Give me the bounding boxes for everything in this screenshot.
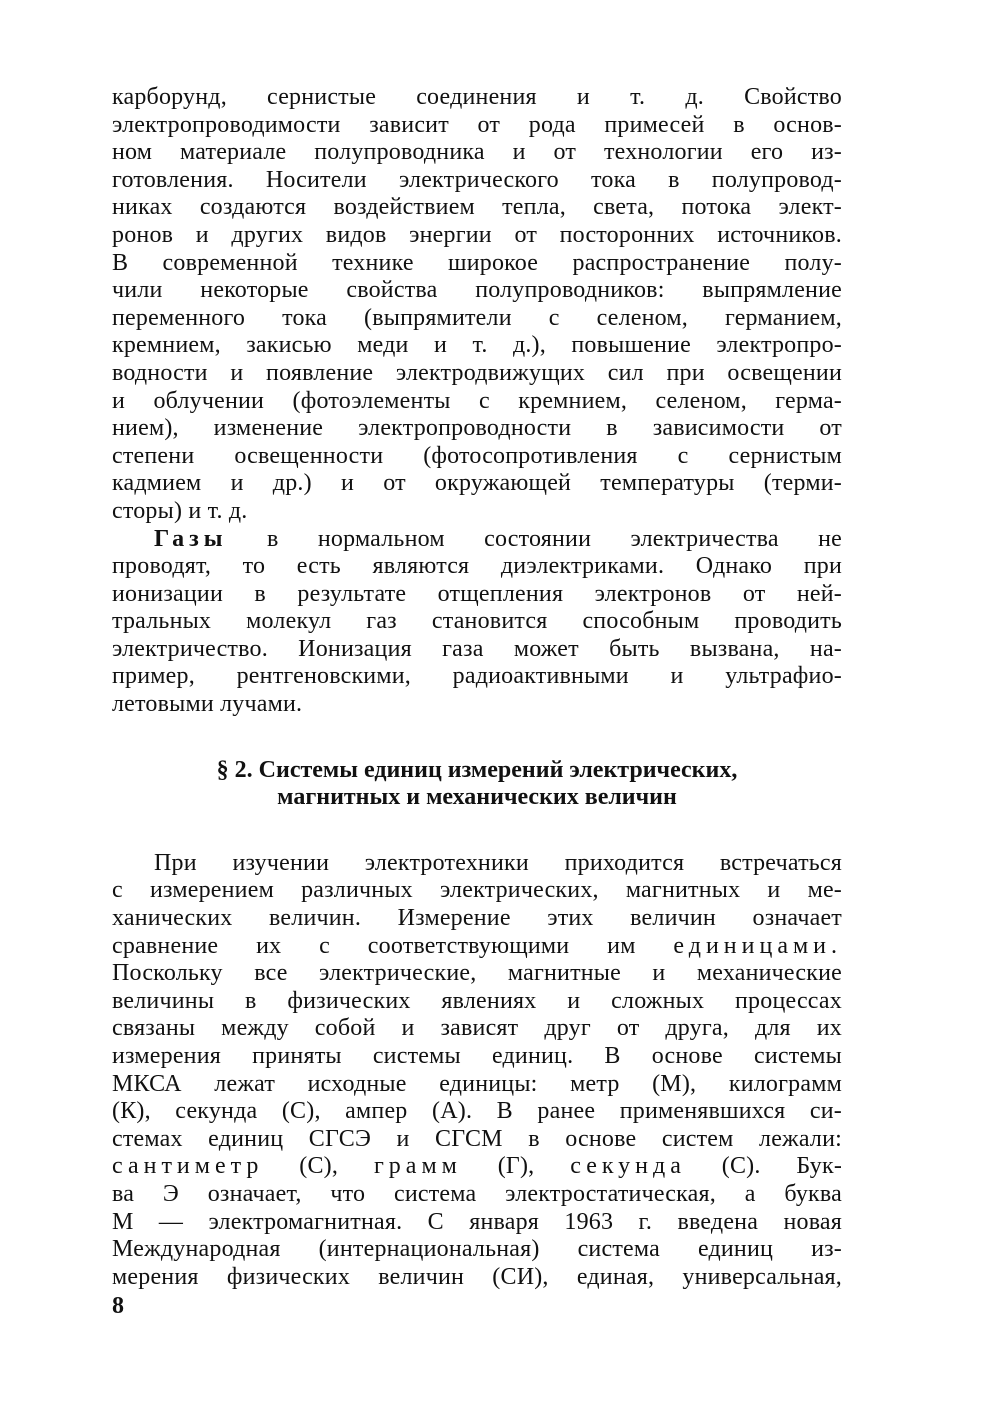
section-heading-line: магнитных и механических величин bbox=[277, 784, 677, 811]
text-line: готовления. Носители электрического тока в полупровод- bbox=[112, 166, 842, 193]
emphasized-term: Газы bbox=[154, 525, 228, 552]
text-line: кремнием, закисью меди и т. д.), повышение электропро- bbox=[112, 332, 842, 359]
text-line: чили некоторые свойства полупроводников: выпрямление bbox=[112, 277, 842, 304]
text-line: ва Э означает, что система электростатическая, а буква bbox=[112, 1180, 842, 1207]
text-line: величины в физических явлениях и сложных процессах bbox=[112, 987, 842, 1014]
text-line: никах создаются воздействием тепла, света, потока элект- bbox=[112, 194, 842, 221]
text-line: ном материале полупроводника и от технологии его из- bbox=[112, 139, 842, 166]
text-line: электричество. Ионизация газа может быть вызвана, на- bbox=[112, 635, 842, 662]
paragraph-gases bbox=[112, 526, 842, 719]
text-line: В современной технике широкое распространение полу- bbox=[112, 249, 842, 276]
text-line: При изучении электротехники приходится встречаться bbox=[154, 849, 842, 876]
text-line: ионизации в результате отщепления электронов от ней- bbox=[112, 580, 842, 607]
emphasized-term: секунда bbox=[570, 1153, 686, 1180]
text-line: Поскольку все электрические, магнитные и механические bbox=[112, 960, 842, 987]
text-line: стемах единиц СГСЭ и СГСМ в основе систем лежали: bbox=[112, 1125, 842, 1152]
text-fragment: в нормальном состоянии электричества не bbox=[266, 525, 843, 552]
text-line: ронов и других видов энергии от посторонних источников. bbox=[112, 221, 842, 248]
section-heading bbox=[112, 757, 842, 850]
text-line bbox=[112, 1153, 842, 1181]
text-line: проводят, то есть являются диэлектриками. Однако при bbox=[112, 553, 842, 580]
text-line: мерения физических величин (СИ), единая, универсальная, bbox=[112, 1263, 842, 1290]
text-fragment: (С). Бук- bbox=[721, 1153, 843, 1180]
text-fragment: сравнение их с соответствующими им bbox=[112, 932, 636, 959]
text-fragment: (Г), bbox=[497, 1153, 535, 1180]
paragraph-semiconductors bbox=[112, 84, 842, 526]
text-line: пример, рентгеновскими, радиоактивными и ультрафио- bbox=[112, 663, 842, 690]
text-line: кадмием и др.) и от окружающей температуры (терми- bbox=[112, 470, 842, 497]
page-body bbox=[112, 84, 842, 1291]
emphasized-term: сантиметр bbox=[112, 1153, 264, 1180]
text-line: летовыми лучами. bbox=[112, 691, 303, 718]
section-heading-line: § 2. Системы единиц измерений электрических, bbox=[216, 756, 738, 783]
text-line: нием), изменение электропроводности в зависимости от bbox=[112, 415, 842, 442]
text-line: степени освещенности (фотосопротивления с сернистым bbox=[112, 442, 842, 469]
text-fragment: (С), bbox=[299, 1153, 339, 1180]
text-line: М — электромагнитная. С января 1963 г. введена новая bbox=[112, 1208, 842, 1235]
text-line: карборунд, сернистые соединения и т. д. Свойство bbox=[112, 84, 842, 110]
text-line: электропроводимости зависит от рода примесей в основ- bbox=[112, 111, 842, 138]
text-line: МКСА лежат исходные единицы: метр (М), килограмм bbox=[112, 1070, 842, 1097]
text-line: Международная (интернациональная) система единиц из- bbox=[112, 1236, 842, 1263]
text-line: с измерением различных электрических, магнитных и ме- bbox=[112, 877, 842, 904]
text-line bbox=[112, 933, 842, 961]
text-line: измерения приняты системы единиц. В основе системы bbox=[112, 1043, 842, 1069]
text-line: тральных молекул газ становится способным проводить bbox=[112, 608, 842, 635]
text-line: и облучении (фотоэлементы с кремнием, селеном, герма- bbox=[112, 387, 842, 414]
emphasized-term: единицами. bbox=[673, 932, 843, 959]
page-number: 8 bbox=[112, 1293, 124, 1319]
text-line: сторы) и т. д. bbox=[112, 497, 248, 524]
text-line: переменного тока (выпрямители с селеном, германием, bbox=[112, 304, 842, 331]
text-line bbox=[112, 526, 842, 554]
text-line: (К), секунда (С), ампер (А). В ранее применявшихся си- bbox=[112, 1098, 842, 1125]
text-line: связаны между собой и зависят друг от друга, для их bbox=[112, 1015, 842, 1042]
text-line: водности и появление электродвижущих сил при освещении bbox=[112, 359, 842, 386]
emphasized-term: грамм bbox=[373, 1153, 462, 1180]
heading-gap bbox=[112, 812, 842, 850]
paragraph-unit-systems bbox=[112, 850, 842, 1292]
text-line: ханических величин. Измерение этих величин означает bbox=[112, 905, 842, 932]
